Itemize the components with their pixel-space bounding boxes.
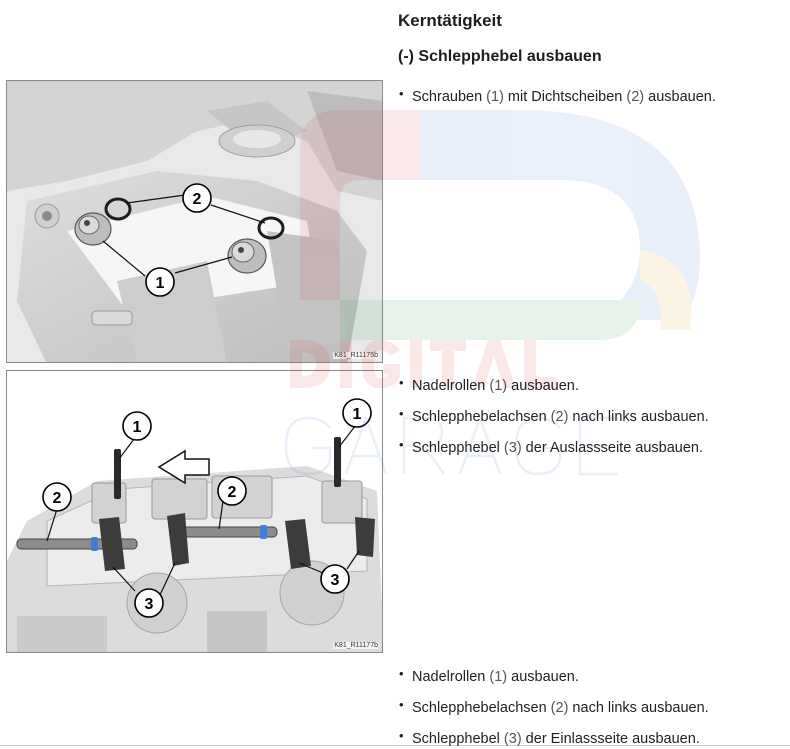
callout-2 [183, 184, 211, 212]
step-list-2 [398, 378, 709, 471]
engine-illustration-2 [7, 371, 383, 653]
step-item: • Schlepphebelachsen (2) nach links ausbauen. [398, 700, 709, 716]
svg-text:2: 2 [192, 191, 202, 208]
svg-text:3: 3 [330, 572, 340, 589]
step-list-3 [398, 669, 709, 749]
callout-2-middle [218, 477, 246, 505]
callout-1 [146, 268, 174, 296]
callout-1-right [343, 399, 371, 427]
callout-1-left [123, 412, 151, 440]
callout-2-left [43, 483, 71, 511]
needle-roller-right [334, 437, 341, 487]
callout-3-right [321, 565, 349, 593]
step-item: • Schrauben (1) mit Dichtscheiben (2) ausbauen. [398, 89, 716, 105]
step-item: • Schlepphebel (3) der Auslassseite ausbauen. [398, 440, 709, 456]
engine-illustration-1 [7, 81, 383, 363]
rocker-arm [355, 517, 375, 557]
figure-screws-and-washers [6, 80, 383, 363]
step-list-1 [398, 89, 716, 120]
svg-text:2: 2 [52, 490, 62, 507]
step-item: • Nadelrollen (1) ausbauen. [398, 669, 709, 685]
screw-right [228, 239, 266, 273]
svg-text:1: 1 [132, 419, 142, 436]
subsection-title: (-) Schlepphebel ausbauen [398, 48, 602, 65]
step-item: • Schlepphebel (3) der Einlassseite ausbauen. [398, 731, 709, 747]
step-item: • Nadelrollen (1) ausbauen. [398, 378, 709, 394]
svg-text:2: 2 [227, 484, 237, 501]
figure-reference: K81_R11177b [334, 642, 378, 649]
svg-text:1: 1 [352, 406, 362, 423]
screw-left [75, 213, 111, 245]
svg-text:3: 3 [144, 596, 154, 613]
callout-3-left [135, 589, 163, 617]
section-title: Kerntätigkeit [398, 11, 502, 30]
svg-text:1: 1 [155, 275, 165, 292]
figure-rocker-arms [6, 370, 383, 653]
step-item: • Schlepphebelachsen (2) nach links ausbauen. [398, 409, 709, 425]
figure-reference: K81_R11175b [334, 352, 378, 359]
needle-roller-left [114, 449, 121, 499]
